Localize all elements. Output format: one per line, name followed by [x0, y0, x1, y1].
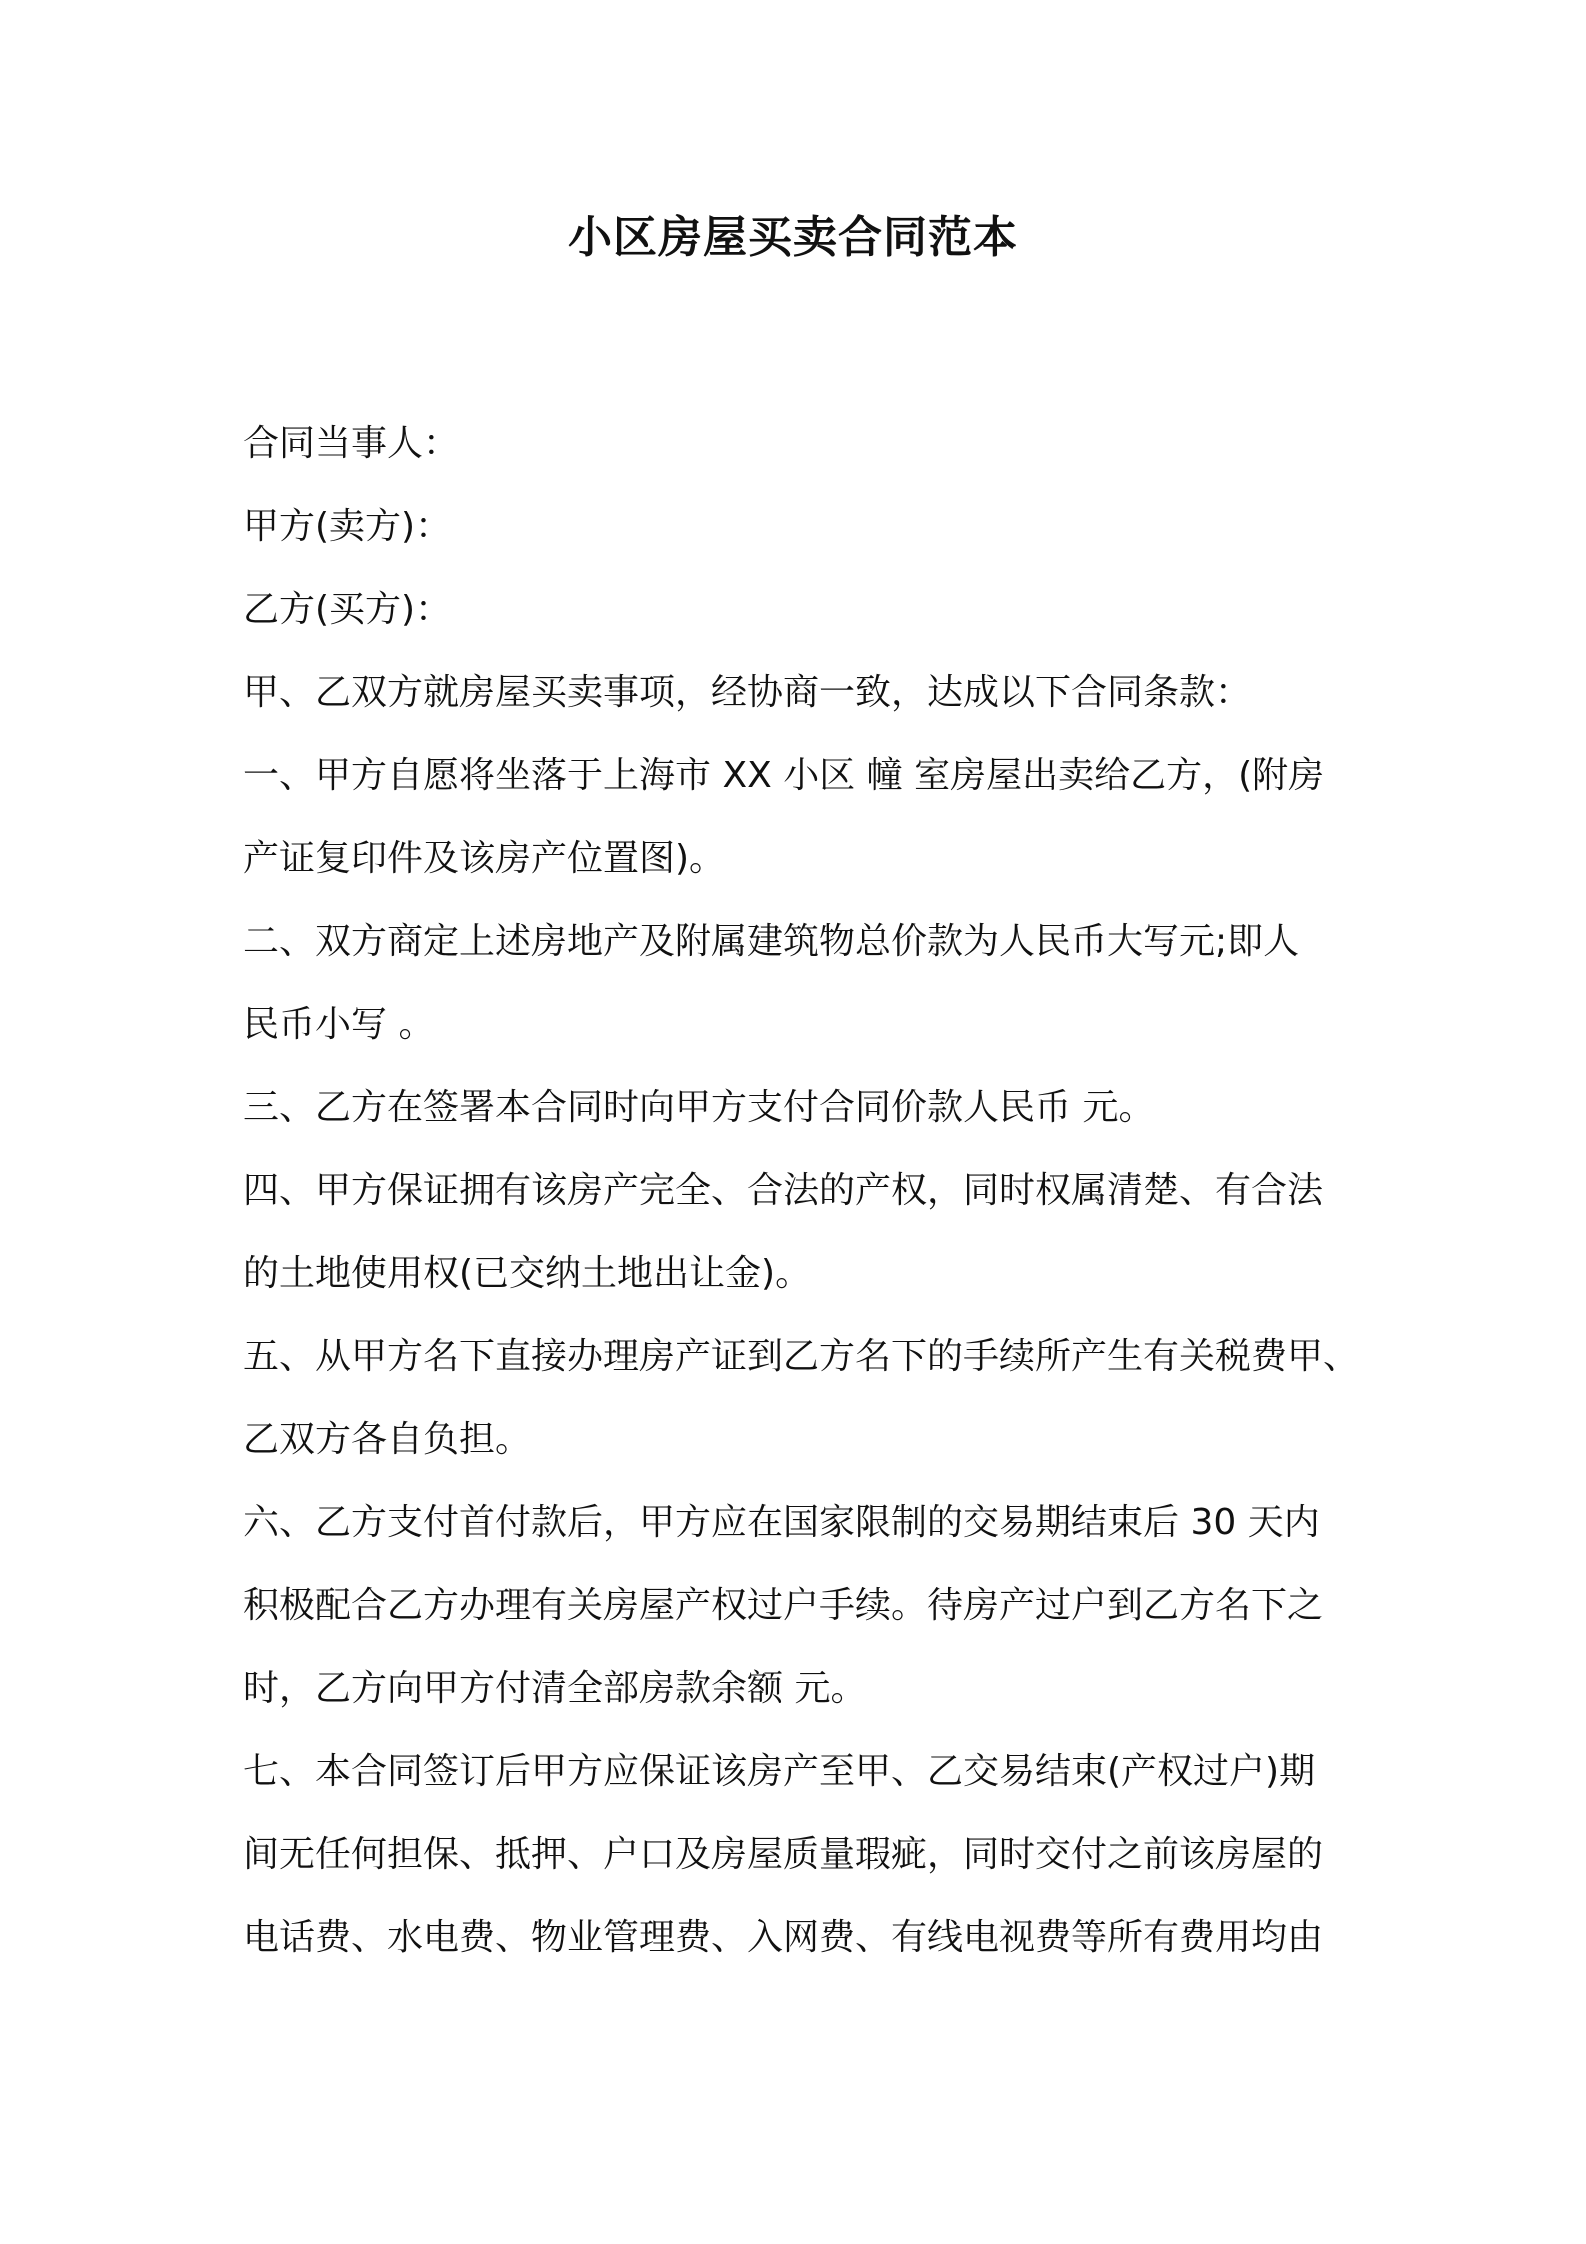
text-line: 甲、乙双方就房屋买卖事项，经协商一致，达成以下合同条款：: [243, 672, 1252, 713]
text-line: 七、本合同签订后甲方应保证该房产至甲、乙交易结束(产权过户)期: [243, 1751, 1316, 1792]
text-line: 六、乙方支付首付款后，甲方应在国家限制的交易期结束后 30 天内: [243, 1502, 1320, 1543]
text-line: 甲方(卖方)：: [243, 506, 452, 547]
text-line: 一、甲方自愿将坐落于上海市 XX 小区 幢 室房屋出卖给乙方，(附房: [243, 755, 1325, 796]
text-line: 民币小写 。: [243, 1004, 435, 1045]
document-body: [243, 402, 1373, 1979]
text-line: 乙方(买方)：: [243, 589, 452, 630]
text-line: 积极配合乙方办理有关房屋产权过户手续。待房产过户到乙方名下之: [243, 1585, 1324, 1626]
text-line: 间无任何担保、抵押、户口及房屋质量瑕疵，同时交付之前该房屋的: [243, 1834, 1324, 1875]
text-line: 三、乙方在签署本合同时向甲方支付合同价款人民币 元。: [243, 1087, 1155, 1128]
text-line: 电话费、水电费、物业管理费、入网费、有线电视费等所有费用均由: [243, 1917, 1324, 1958]
text-line: 时，乙方向甲方付清全部房款余额 元。: [243, 1668, 867, 1709]
text-line: 乙双方各自负担。: [243, 1419, 532, 1460]
text-line: 二、双方商定上述房地产及附属建筑物总价款为人民币大写元;即人: [243, 921, 1300, 962]
text-line: 产证复印件及该房产位置图)。: [243, 838, 726, 879]
text-line: 合同当事人：: [243, 423, 460, 464]
document-title: 小区房屋买卖合同范本: [568, 212, 1018, 263]
text-line: 的土地使用权(已交纳土地出让金)。: [243, 1253, 812, 1294]
text-line: 四、甲方保证拥有该房产完全、合法的产权，同时权属清楚、有合法: [243, 1170, 1324, 1211]
text-line: 五、从甲方名下直接办理房产证到乙方名下的手续所产生有关税费甲、: [243, 1336, 1360, 1377]
